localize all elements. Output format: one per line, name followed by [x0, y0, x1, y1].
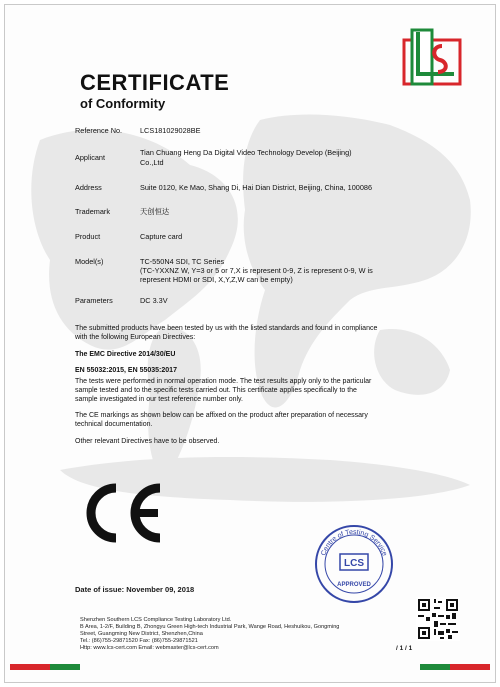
footer-line-4: Tel.: (86)755-29871520 Fax: (86)755-29871521	[80, 638, 198, 644]
product-value: Capture card	[140, 232, 183, 241]
intro-line-2: with the following European Directives:	[75, 334, 196, 341]
parameters-label: Parameters	[75, 296, 113, 305]
models-line-3: represent HDMI or SDI, X,Y,Z,W can be empty)	[140, 275, 293, 284]
parameters-value: DC 3.3V	[140, 296, 168, 305]
approval-seal	[312, 522, 396, 606]
models-line-2: (TC-YXXNZ W, Y=3 or 5 or 7,X is represent 0-9, Z is represent 0-9, W is	[140, 266, 373, 275]
footer-line-5: Http: www.lcs-cert.com Email: webmaster@lcs-cert.com	[80, 645, 219, 651]
footer-line-2: B Area, 1-2/F, Building B, Zhongyu Green High-tech Industrial Park, Wange Road, Heshuikou, Gongming	[80, 624, 340, 630]
product-label: Product	[75, 232, 101, 241]
intro-line-1: The submitted products have been tested by us with the listed standards and found in compliance	[75, 325, 378, 332]
reference-label: Reference No.	[75, 126, 123, 135]
directive-text: The EMC Directive 2014/30/EU	[75, 351, 176, 358]
tests-line-1: The tests were performed in normal operation mode. The test results apply only to the particular	[75, 378, 372, 385]
page-number: / 1 / 1	[396, 645, 413, 652]
applicant-label: Applicant	[75, 153, 106, 162]
qr-code	[416, 597, 460, 641]
standards-text: EN 55032:2015, EN 55035:2017	[75, 367, 177, 374]
footer-stripe-green-right	[420, 664, 450, 670]
ce-note-line-1: The CE markings as shown below can be affixed on the product after preparation of necessary	[75, 412, 368, 419]
tests-line-3: sample investigated in our test reference number only.	[75, 396, 243, 403]
tests-line-2: sample tested and to the specific tests carried out. This certificate applies specifically to the	[75, 387, 357, 394]
footer-stripe-red-right	[450, 664, 490, 670]
models-line-1: TC-550N4 SDI, TC Series	[140, 257, 225, 266]
date-of-issue: Date of issue: November 09, 2018	[75, 585, 195, 594]
models-label: Model(s)	[75, 257, 104, 266]
reference-value: LCS181029028BE	[140, 126, 201, 135]
trademark-label: Trademark	[75, 207, 111, 216]
footer-stripe-red-left	[10, 664, 50, 670]
certificate-subtitle: of Conformity	[80, 96, 166, 111]
seal-approved-text: APPROVED	[337, 582, 371, 588]
other-directives-text: Other relevant Directives have to be observed.	[75, 438, 220, 445]
lcs-logo	[398, 24, 468, 94]
ce-note-line-2: technical documentation.	[75, 421, 153, 428]
ce-mark-graphic	[78, 482, 168, 544]
footer-stripe-green-left	[50, 664, 80, 670]
footer-line-1: Shenzhen Southern LCS Compliance Testing Laboratory Ltd.	[80, 617, 232, 623]
address-label: Address	[75, 183, 102, 192]
certificate-title: CERTIFICATE	[80, 70, 230, 95]
seal-center-text: LCS	[344, 558, 364, 569]
applicant-line-2: Co.,Ltd	[140, 158, 164, 167]
address-value: Suite 0120, Ke Mao, Shang Di, Hai Dian District, Beijing, China, 100086	[140, 183, 373, 192]
applicant-line-1: Tian Chuang Heng Da Digital Video Technology Develop (Beijing)	[140, 148, 352, 157]
seal-arc-path: Centre of Testing Service	[320, 528, 388, 557]
footer-line-3: Street, Guangming New District, Shenzhen,China	[80, 631, 203, 637]
trademark-value: 天创恒达	[140, 207, 170, 216]
